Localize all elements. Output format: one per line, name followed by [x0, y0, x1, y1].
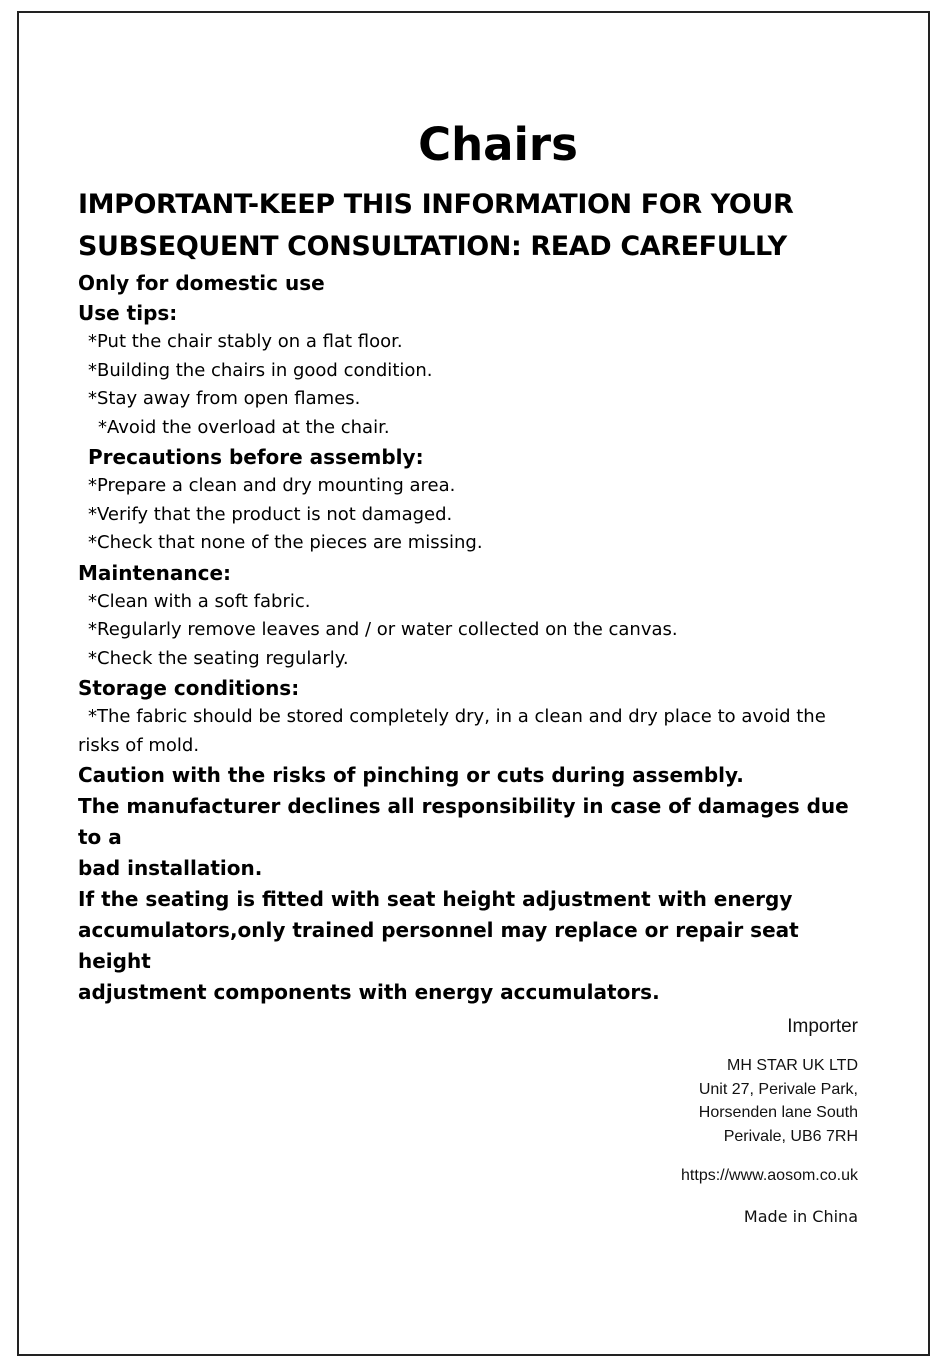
importer-block — [681, 1012, 858, 1228]
importer-address-line: MH STAR UK LTD — [727, 1057, 858, 1074]
precautions-heading: Precautions before assembly: — [88, 445, 424, 469]
maintenance-item: *Regularly remove leaves and / or water collected on the canvas. — [88, 619, 678, 640]
maintenance-item: *Clean with a soft fabric. — [88, 590, 311, 612]
precaution-item: *Check that none of the pieces are missing. — [88, 532, 483, 553]
use-tip-item: *Building the chairs in good condition. — [88, 359, 433, 381]
seating-warning-line-3: adjustment components with energy accumulators. — [78, 980, 660, 1004]
use-tips-heading: Use tips: — [78, 301, 178, 325]
importer-address-line: Perivale, UB6 7RH — [723, 1127, 858, 1145]
seating-warning-line-2: accumulators,only trained personnel may replace or repair seat height — [78, 918, 799, 973]
manufacturer-disclaimer-line-1: The manufacturer declines all responsibility in case of damages due to a — [78, 794, 849, 849]
page-title: Chairs — [418, 118, 578, 171]
storage-text-line-1: *The fabric should be stored completely dry, in a clean and dry place to avoid the — [88, 706, 826, 727]
important-notice-line-2: SUBSEQUENT CONSULTATION: READ CAREFULLY — [78, 231, 787, 262]
importer-address-line: Horsenden lane South — [698, 1104, 858, 1121]
caution-warning: Caution with the risks of pinching or cuts during assembly. — [78, 763, 744, 787]
important-notice-line-1: IMPORTANT-KEEP THIS INFORMATION FOR YOUR — [78, 189, 794, 220]
storage-text-line-2: risks of mold. — [78, 734, 200, 756]
importer-label: Importer — [787, 1016, 858, 1037]
seating-warning-line-1: If the seating is fitted with seat height adjustment with energy — [78, 887, 793, 911]
precaution-item: *Verify that the product is not damaged. — [88, 503, 453, 525]
domestic-use-note: Only for domestic use — [78, 271, 325, 295]
maintenance-heading: Maintenance: — [78, 560, 232, 585]
use-tip-item: *Put the chair stably on a flat floor. — [88, 331, 403, 352]
maintenance-item: *Check the seating regularly. — [88, 647, 349, 669]
document-body — [78, 112, 878, 1008]
importer-address-line: Unit 27, Perivale Park, — [698, 1080, 858, 1098]
importer-website: https://www.aosom.co.uk — [681, 1167, 858, 1184]
manufacturer-disclaimer-line-2: bad installation. — [78, 856, 263, 880]
use-tip-item: *Avoid the overload at the chair. — [98, 416, 390, 438]
precaution-item: *Prepare a clean and dry mounting area. — [88, 475, 456, 496]
use-tip-item: *Stay away from open flames. — [88, 388, 361, 409]
storage-heading: Storage conditions: — [78, 676, 300, 700]
country-of-origin: Made in China — [743, 1207, 858, 1226]
